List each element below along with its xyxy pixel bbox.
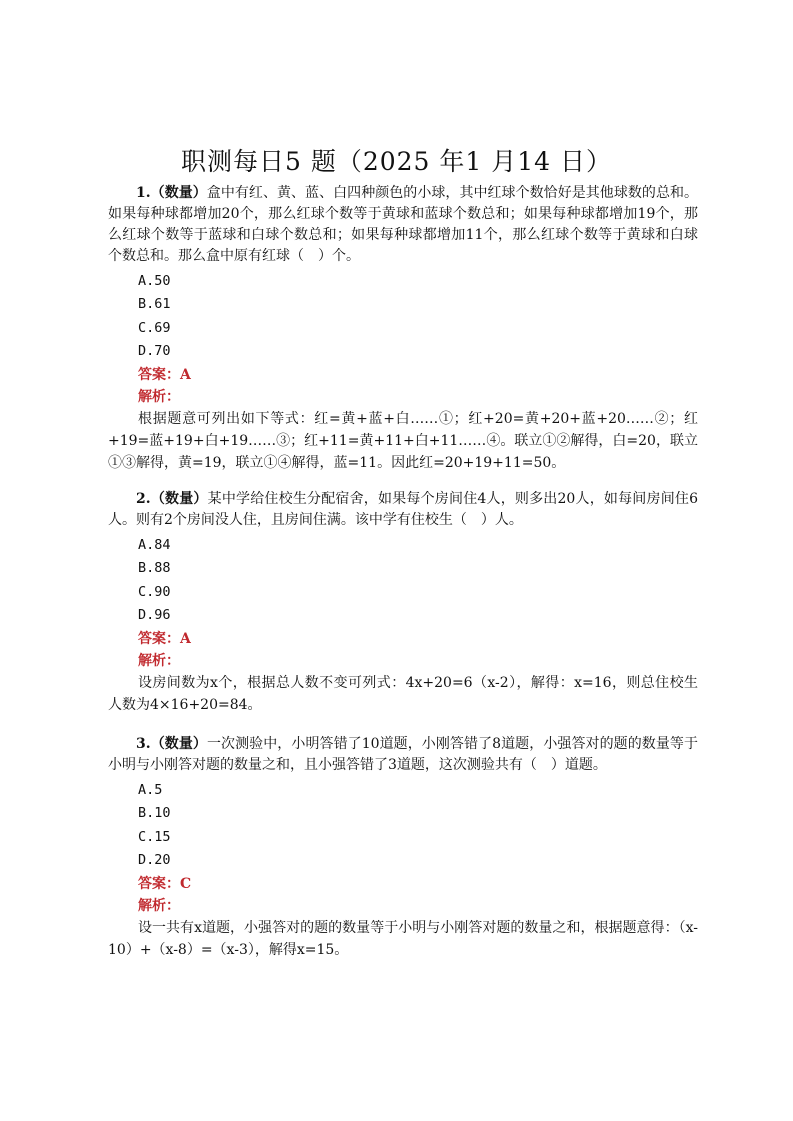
analysis-label: 解析： xyxy=(138,897,180,914)
option-b: B.88 xyxy=(138,560,171,577)
option-d: D.20 xyxy=(138,852,171,869)
option-a: A.50 xyxy=(138,273,171,289)
page-title: 职测每日5 题（2025 年1 月14 日） xyxy=(180,147,613,176)
option-d: D.70 xyxy=(138,343,171,360)
question-number: 1. xyxy=(136,185,151,201)
question-category: （数量） xyxy=(150,185,207,201)
question-number: 3. xyxy=(136,736,151,752)
answer: 答案：A xyxy=(138,366,191,383)
question-3 xyxy=(108,734,698,961)
question-category: （数量） xyxy=(150,736,207,752)
analysis-text: 根据题意可列出如下等式：红=黄+蓝+白……①；红+20=黄+20+蓝+20……②；红+19=蓝+19+白+19……③；红+11=黄+11+白+11……④。联立①②解得，白=20，联立①③解得，黄=19，联立①④解得，蓝=11。因此红=20+19+11=50。 xyxy=(108,410,698,471)
analysis-text: 设房间数为x个，根据总人数不变可列式：4x+20=6（x-2），解得：x=16，则总住校生人数为4×16+20=84。 xyxy=(108,674,698,713)
question-stem xyxy=(108,489,698,531)
question-2 xyxy=(108,489,698,716)
option-a: A.5 xyxy=(138,782,163,798)
question-text: 某中学给住校生分配宿舍，如果每个房间住4人，则多出20人，如每间房间住6人。则有2个房间没人住，且房间住满。该中学有住校生（ ）人。 xyxy=(108,491,698,528)
question-stem xyxy=(108,734,698,776)
analysis-label: 解析： xyxy=(138,388,180,405)
option-c: C.15 xyxy=(138,828,171,845)
option-b: B.10 xyxy=(138,805,171,822)
option-c: C.90 xyxy=(138,583,171,600)
answer: 答案：A xyxy=(138,630,191,647)
analysis-text: 设一共有x道题，小强答对的题的数量等于小明与小刚答对题的数量之和，根据题意得：（x-10）+（x-8）=（x-3），解得x=15。 xyxy=(108,919,698,958)
option-d: D.96 xyxy=(138,607,171,624)
option-c: C.69 xyxy=(138,319,171,336)
question-text: 一次测验中，小明答错了10道题，小刚答错了8道题，小强答对的题的数量等于小明与小刚答对题的数量之和，且小强答错了3道题，这次测验共有（ ）道题。 xyxy=(108,736,698,773)
question-1 xyxy=(108,183,698,474)
answer: 答案：C xyxy=(138,875,192,892)
question-category: （数量） xyxy=(150,491,208,507)
option-b: B.61 xyxy=(138,296,171,313)
question-number: 2. xyxy=(136,491,151,507)
question-stem xyxy=(108,183,698,267)
option-a: A.84 xyxy=(138,537,171,553)
question-text: 盒中有红、黄、蓝、白四种颜色的小球，其中红球个数恰好是其他球数的总和。如果每种球都增加20个，那么红球个数等于黄球和蓝球个数总和；如果每种球都增加19个，那么红球个数等于蓝球和白球个数总和；如果每种球都增加11个，那么红球个数等于黄球和白球个数总和。那么盒中原有红球（ ）个。 xyxy=(108,185,699,264)
analysis-label: 解析： xyxy=(138,652,180,669)
